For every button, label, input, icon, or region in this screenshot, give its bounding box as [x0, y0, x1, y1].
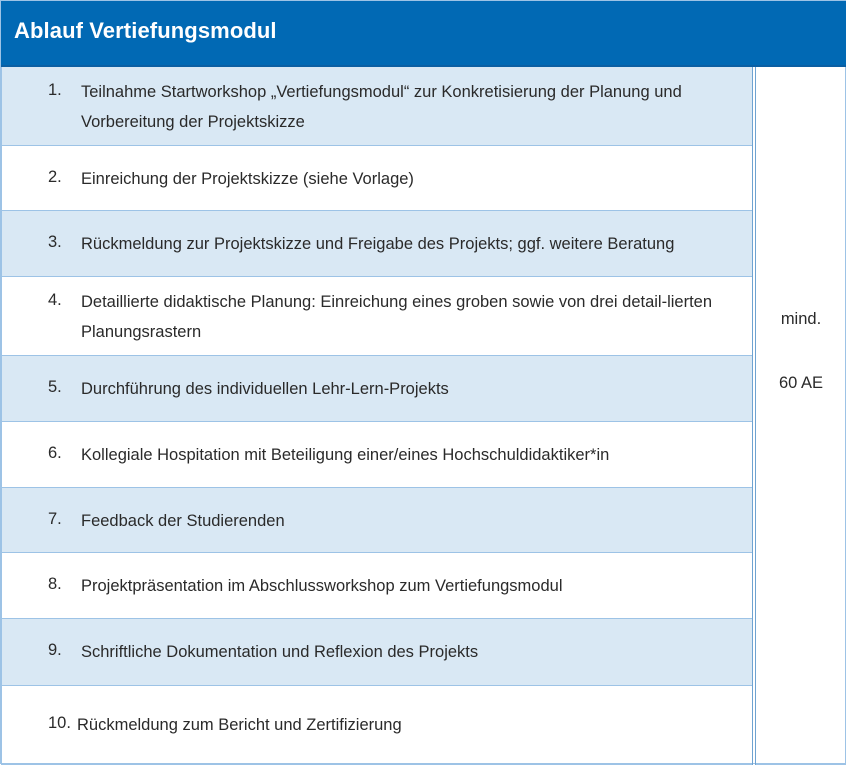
- step-row: [1, 422, 753, 488]
- step-row: [1, 356, 753, 422]
- table-title: Ablauf Vertiefungsmodul: [14, 18, 277, 43]
- step-number: 5.: [48, 378, 62, 396]
- table-header: [1, 1, 846, 67]
- step-number: 8.: [48, 575, 62, 593]
- step-text: Schriftliche Dokumentation und Reflexion des Projekts: [81, 643, 479, 661]
- step-row: [1, 488, 753, 553]
- step-row: [1, 619, 753, 686]
- step-row: [1, 686, 753, 765]
- step-row: [1, 277, 753, 356]
- step-text: Rückmeldung zur Projektskizze und Freigabe des Projekts; ggf. weitere Beratung: [81, 235, 675, 253]
- step-text: Rückmeldung zum Bericht und Zertifizierung: [77, 716, 402, 734]
- step-number: 10.: [48, 714, 71, 732]
- step-number: 3.: [48, 233, 62, 251]
- step-number: 2.: [48, 168, 62, 186]
- step-text: Feedback der Studierenden: [81, 512, 285, 530]
- workload-label: mind.: [780, 310, 822, 328]
- step-number: 1.: [48, 81, 62, 99]
- step-text: Einreichung der Projektskizze (siehe Vorlage): [81, 170, 414, 188]
- step-text: Teilnahme Startworkshop „Vertiefungsmodul“ zur Konkretisierung der Planung und Vorbereitung der Projektskizze: [81, 83, 682, 131]
- step-row: [1, 146, 753, 211]
- workload-column: [756, 67, 846, 765]
- step-text: Kollegiale Hospitation mit Beteiligung einer/eines Hochschuldidaktiker*in: [81, 446, 610, 464]
- step-row: [1, 67, 753, 146]
- steps-column: [1, 67, 753, 765]
- step-row: [1, 211, 753, 277]
- step-text: Projektpräsentation im Abschlussworkshop zum Vertiefungsmodul: [81, 577, 563, 595]
- step-number: 6.: [48, 444, 62, 462]
- step-number: 9.: [48, 641, 62, 659]
- step-text: Durchführung des individuellen Lehr-Lern-Projekts: [81, 380, 449, 398]
- step-number: 7.: [48, 510, 62, 528]
- step-text: Detaillierte didaktische Planung: Einreichung eines groben sowie von drei detail-lierten Planungsrastern: [81, 293, 713, 341]
- step-number: 4.: [48, 291, 62, 309]
- step-row: [1, 553, 753, 619]
- workload-value: 60 AE: [778, 374, 824, 392]
- column-divider: [752, 67, 753, 765]
